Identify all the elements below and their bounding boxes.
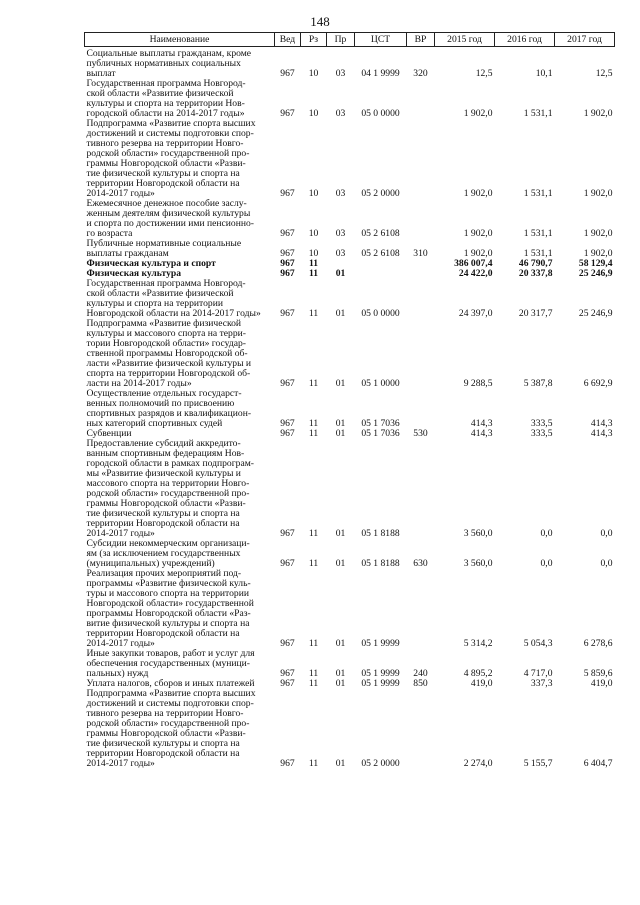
row-2015: 386 007,4 bbox=[454, 258, 493, 269]
row-pr: 01 bbox=[335, 268, 346, 279]
row-vr: 310 bbox=[413, 248, 428, 259]
table-header bbox=[85, 33, 615, 47]
row-2015: 1 902,0 bbox=[463, 108, 493, 119]
row-2017: 0,0 bbox=[600, 558, 613, 569]
row-cst: 05 0 0000 bbox=[361, 308, 400, 319]
row-2016: 5 054,3 bbox=[523, 638, 553, 649]
row-name: Социальные выплаты гражданам, кроме публичных нормативных социальных выплат bbox=[86, 48, 252, 79]
row-cst: 05 1 9999 bbox=[361, 638, 400, 649]
row-2016: 46 790,7 bbox=[518, 258, 553, 269]
row-2017: 419,0 bbox=[590, 678, 613, 689]
row-rz: 11 bbox=[308, 758, 319, 769]
row-2016: 0,0 bbox=[540, 558, 553, 569]
row-2015: 414,3 bbox=[470, 418, 493, 429]
row-name: Подпрограмма «Развитие спорта высших достижений и системы подготовки спор- тивного резерва на территории Новго- родской области» государственной про- граммы Новгородской области «Разви- тие физической культуры и спорта на территории Новгородской области на 2014-2017 годы» bbox=[86, 118, 256, 199]
row-2016: 10,1 bbox=[535, 68, 553, 79]
row-vr bbox=[407, 569, 435, 649]
row-vr bbox=[407, 199, 435, 239]
row-2015: 3 560,0 bbox=[463, 528, 493, 539]
row-vr: 530 bbox=[413, 428, 428, 439]
header-2016: 2016 год bbox=[495, 33, 555, 47]
row-2017: 12,5 bbox=[595, 68, 613, 79]
row-2016: 1 531,1 bbox=[523, 108, 553, 119]
header-cst: ЦСТ bbox=[355, 33, 407, 47]
table-row bbox=[85, 689, 615, 769]
row-ved: 967 bbox=[280, 378, 295, 389]
row-pr: 03 bbox=[335, 68, 346, 79]
row-ved: 967 bbox=[280, 308, 295, 319]
row-2015: 5 314,2 bbox=[463, 638, 493, 649]
row-rz: 11 bbox=[308, 378, 319, 389]
row-name: Физическая культура bbox=[86, 268, 182, 279]
row-2016: 1 531,1 bbox=[523, 188, 553, 199]
row-2017: 1 902,0 bbox=[583, 108, 613, 119]
row-rz: 11 bbox=[308, 258, 319, 269]
row-pr: 01 bbox=[335, 308, 346, 319]
table-row bbox=[85, 119, 615, 199]
row-2017: 25 246,9 bbox=[578, 268, 613, 279]
table-row bbox=[85, 439, 615, 539]
row-2016: 1 531,1 bbox=[523, 228, 553, 239]
row-2015: 1 902,0 bbox=[463, 228, 493, 239]
row-vr bbox=[407, 279, 435, 319]
row-name: Субвенции bbox=[86, 428, 132, 439]
header-pr: Пр bbox=[327, 33, 355, 47]
row-name: Физическая культура и спорт bbox=[86, 258, 216, 269]
row-cst: 05 0 0000 bbox=[361, 108, 400, 119]
row-ved: 967 bbox=[280, 558, 295, 569]
row-2016: 5 387,8 bbox=[523, 378, 553, 389]
row-rz: 11 bbox=[308, 418, 319, 429]
table-row bbox=[85, 539, 615, 569]
row-rz: 11 bbox=[308, 268, 319, 279]
row-ved: 967 bbox=[280, 188, 295, 199]
row-rz: 10 bbox=[308, 188, 319, 199]
row-name: Субсидии некоммерческим организаци- ям (за исключением государственных (муниципальных) учреждений) bbox=[86, 538, 250, 569]
row-2017: 414,3 bbox=[590, 428, 613, 439]
row-cst bbox=[355, 259, 407, 269]
table-row bbox=[85, 389, 615, 429]
row-pr: 01 bbox=[335, 428, 346, 439]
row-2017: 0,0 bbox=[600, 528, 613, 539]
row-vr bbox=[407, 259, 435, 269]
row-2016: 0,0 bbox=[540, 528, 553, 539]
table-row bbox=[85, 569, 615, 649]
row-name: Иные закупки товаров, работ и услуг для обеспечения государственных (муници- пальных) нужд bbox=[86, 648, 255, 679]
row-pr: 03 bbox=[335, 248, 346, 259]
header-vr: ВР bbox=[407, 33, 435, 47]
row-vr: 630 bbox=[413, 558, 428, 569]
row-2017: 58 129,4 bbox=[578, 258, 613, 269]
row-name: Предоставление субсидий аккредито- ванным спортивным федерациям Нов- городской области в рамках подпрограм- мы «Развитие физической культуры и массового спорта на территории Новго- родской области» государственной про- граммы Новгородской области «Разви- тие физической культуры и спорта на территории Новгородской области на 2014-2017 годы» bbox=[86, 438, 254, 539]
row-name: Осуществление отдельных государст- венных полномочий по присвоению спортивных разрядов и квалификацион- ных категорий спортивных судей bbox=[86, 388, 252, 429]
row-name: Государственная программа Новгород- ской области «Развитие физической культуры и спорта на территории Нов- городской области на 2014-2017 годы» bbox=[86, 78, 246, 119]
row-cst: 05 2 6108 bbox=[361, 228, 400, 239]
row-2016: 5 155,7 bbox=[523, 758, 553, 769]
row-2017: 1 902,0 bbox=[583, 188, 613, 199]
row-cst: 05 1 8188 bbox=[361, 558, 400, 569]
row-pr: 01 bbox=[335, 758, 346, 769]
row-pr: 03 bbox=[335, 228, 346, 239]
row-2015: 4 895,2 bbox=[463, 668, 493, 679]
table-body bbox=[85, 47, 615, 770]
row-cst bbox=[355, 269, 407, 279]
row-2015: 1 902,0 bbox=[463, 248, 493, 259]
row-2017: 1 902,0 bbox=[583, 248, 613, 259]
row-rz: 10 bbox=[308, 108, 319, 119]
row-ved: 967 bbox=[280, 108, 295, 119]
row-vr bbox=[407, 79, 435, 119]
header-ved: Вед bbox=[275, 33, 301, 47]
row-vr bbox=[407, 689, 435, 769]
row-rz: 11 bbox=[308, 558, 319, 569]
page-number: 148 bbox=[310, 14, 330, 29]
row-pr: 01 bbox=[335, 378, 346, 389]
row-rz: 11 bbox=[308, 638, 319, 649]
header-rz: Рз bbox=[301, 33, 327, 47]
row-2015: 2 274,0 bbox=[463, 758, 493, 769]
row-cst: 05 1 7036 bbox=[361, 418, 400, 429]
row-rz: 11 bbox=[308, 428, 319, 439]
row-ved: 967 bbox=[280, 248, 295, 259]
table-row bbox=[85, 319, 615, 389]
row-name: Подпрограмма «Развитие физической культуры и массового спорта на терри- тории Новгородской области» государ- ственной программы Новгородской об- ласти «Развитие физической культуры и спорта на территории Новгородской об- ласти на 2014-2017 годы» bbox=[86, 318, 252, 389]
row-2016: 1 531,1 bbox=[523, 248, 553, 259]
row-vr: 850 bbox=[413, 678, 428, 689]
row-2017: 6 404,7 bbox=[583, 758, 613, 769]
row-name: Ежемесячное денежное пособие заслу- женным деятелям физической культуры и спорта по достижении ими пенсионно- го возраста bbox=[86, 198, 254, 239]
row-2016: 333,5 bbox=[530, 428, 553, 439]
row-name: Публичные нормативные социальные выплаты гражданам bbox=[86, 238, 242, 259]
row-name: Государственная программа Новгород- ской области «Развитие физической культуры и спорта на территории Новгородской области на 2014-2017 годы» bbox=[86, 278, 261, 319]
row-name: Подпрограмма «Развитие спорта высших достижений и системы подготовки спор- тивного резерва на территории Новго- родской области» государственной про- граммы Новгородской области «Разви- тие физической культуры и спорта на территории Новгородской области на 2014-2017 годы» bbox=[86, 688, 256, 769]
row-ved: 967 bbox=[280, 228, 295, 239]
row-ved: 967 bbox=[280, 668, 295, 679]
row-cst: 05 1 0000 bbox=[361, 378, 400, 389]
row-2016: 333,5 bbox=[530, 418, 553, 429]
row-cst: 04 1 9999 bbox=[361, 68, 400, 79]
row-name: Реализация прочих мероприятий под- программы «Развитие физической куль- туры и массового спорта на территории Новгородской области» государственной программы Новгородской области «Раз- витие физической культуры и спорта на территории Новгородской области на 2014-2017 годы» bbox=[86, 568, 254, 649]
row-2015: 24 422,0 bbox=[458, 268, 493, 279]
row-cst: 05 1 9999 bbox=[361, 668, 400, 679]
row-pr: 01 bbox=[335, 668, 346, 679]
row-ved: 967 bbox=[280, 678, 295, 689]
row-cst: 05 1 8188 bbox=[361, 528, 400, 539]
row-pr: 01 bbox=[335, 638, 346, 649]
row-vr bbox=[407, 319, 435, 389]
row-2015: 12,5 bbox=[475, 68, 493, 79]
row-2017: 6 692,9 bbox=[583, 378, 613, 389]
row-2017: 1 902,0 bbox=[583, 228, 613, 239]
row-rz: 11 bbox=[308, 528, 319, 539]
table-row bbox=[85, 279, 615, 319]
row-ved: 967 bbox=[280, 428, 295, 439]
row-2015: 9 288,5 bbox=[463, 378, 493, 389]
table-row bbox=[85, 239, 615, 259]
row-vr bbox=[407, 439, 435, 539]
budget-table bbox=[84, 32, 615, 769]
row-vr bbox=[407, 389, 435, 429]
row-ved: 967 bbox=[280, 258, 295, 269]
header-2017: 2017 год bbox=[555, 33, 615, 47]
row-vr bbox=[407, 119, 435, 199]
row-pr: 01 bbox=[335, 528, 346, 539]
row-2015: 3 560,0 bbox=[463, 558, 493, 569]
header-name: Наименование bbox=[85, 33, 275, 47]
row-rz: 11 bbox=[308, 668, 319, 679]
row-2017: 6 278,6 bbox=[583, 638, 613, 649]
row-2015: 414,3 bbox=[470, 428, 493, 439]
table-row bbox=[85, 649, 615, 679]
row-cst: 05 2 0000 bbox=[361, 758, 400, 769]
table-row bbox=[85, 79, 615, 119]
row-cst: 05 1 7036 bbox=[361, 428, 400, 439]
row-2015: 419,0 bbox=[470, 678, 493, 689]
row-rz: 10 bbox=[308, 248, 319, 259]
row-2017: 414,3 bbox=[590, 418, 613, 429]
row-pr: 03 bbox=[335, 108, 346, 119]
row-pr: 01 bbox=[335, 678, 346, 689]
table-row bbox=[85, 47, 615, 80]
row-2015: 24 397,0 bbox=[458, 308, 493, 319]
table-row bbox=[85, 199, 615, 239]
row-ved: 967 bbox=[280, 268, 295, 279]
row-cst: 05 2 0000 bbox=[361, 188, 400, 199]
row-rz: 10 bbox=[308, 68, 319, 79]
row-2016: 337,3 bbox=[530, 678, 553, 689]
row-rz: 11 bbox=[308, 678, 319, 689]
row-2015: 1 902,0 bbox=[463, 188, 493, 199]
row-ved: 967 bbox=[280, 528, 295, 539]
row-2017: 25 246,9 bbox=[578, 308, 613, 319]
row-rz: 10 bbox=[308, 228, 319, 239]
row-2017: 5 859,6 bbox=[583, 668, 613, 679]
row-pr: 01 bbox=[335, 418, 346, 429]
row-name: Уплата налогов, сборов и иных платежей bbox=[86, 678, 255, 689]
row-vr: 240 bbox=[413, 668, 428, 679]
header-2015: 2015 год bbox=[435, 33, 495, 47]
row-vr bbox=[407, 269, 435, 279]
row-2016: 4 717,0 bbox=[523, 668, 553, 679]
row-ved: 967 bbox=[280, 638, 295, 649]
row-pr: 01 bbox=[335, 558, 346, 569]
row-vr: 320 bbox=[413, 68, 428, 79]
row-cst: 05 2 6108 bbox=[361, 248, 400, 259]
row-rz: 11 bbox=[308, 308, 319, 319]
row-ved: 967 bbox=[280, 758, 295, 769]
row-2016: 20 317,7 bbox=[518, 308, 553, 319]
row-ved: 967 bbox=[280, 68, 295, 79]
row-cst: 05 1 9999 bbox=[361, 678, 400, 689]
row-2016: 20 337,8 bbox=[518, 268, 553, 279]
row-ved: 967 bbox=[280, 418, 295, 429]
row-pr: 03 bbox=[335, 188, 346, 199]
